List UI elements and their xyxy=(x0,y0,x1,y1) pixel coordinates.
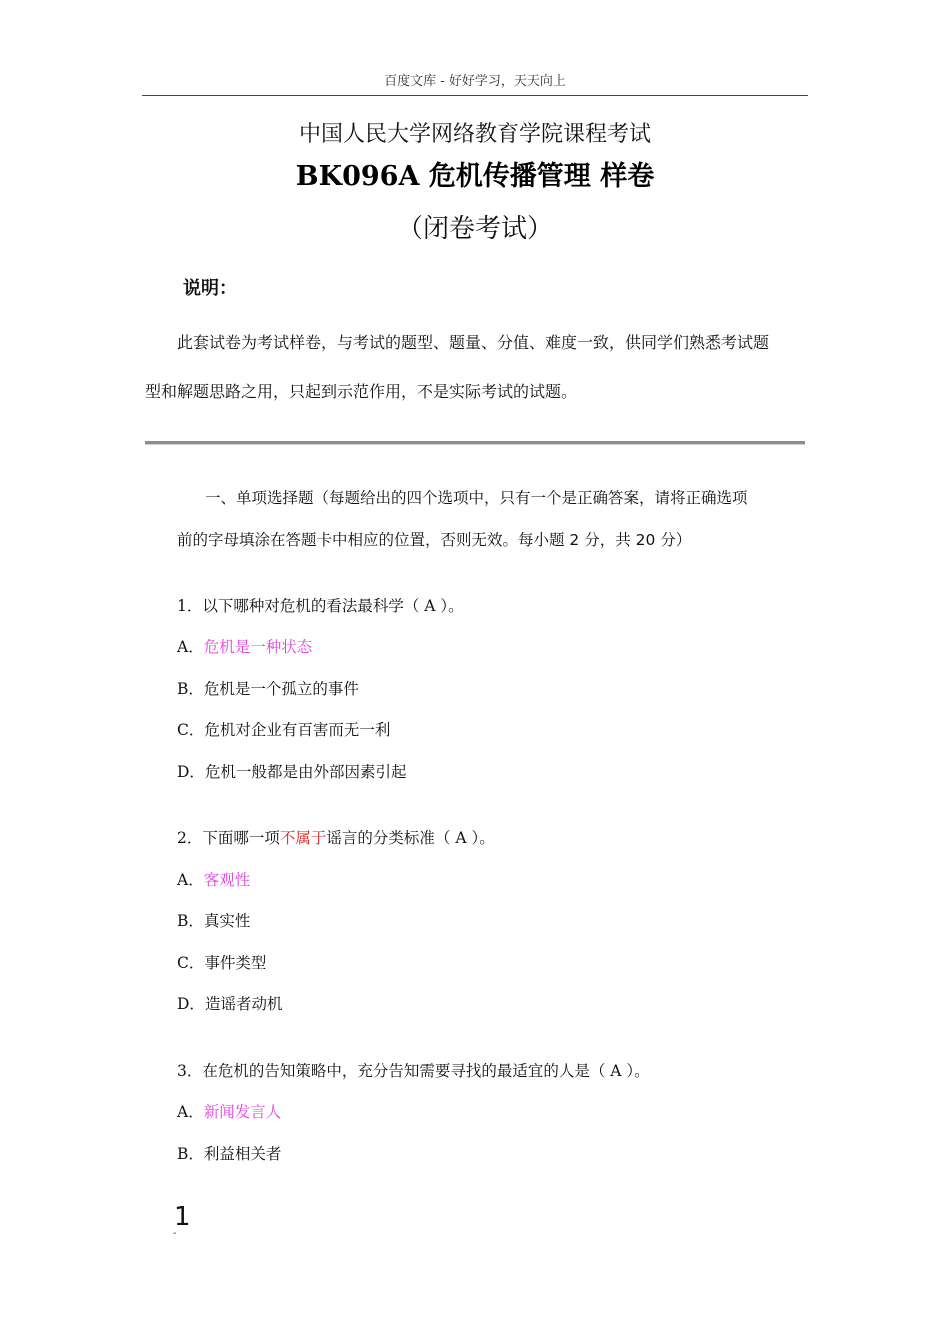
question-1-option-d xyxy=(177,760,406,782)
question-3-option-b xyxy=(177,1142,281,1164)
stem-text: 谣言的分类标准（ A ）。 xyxy=(326,829,495,847)
course-title: BK096A 危机传播管理 样卷 xyxy=(295,161,655,192)
option-prefix: B． xyxy=(177,680,204,698)
note-label: 说明： xyxy=(183,278,237,299)
exam-type-title: （闭卷考试） xyxy=(396,214,553,244)
question-3-option-a xyxy=(177,1100,281,1122)
option-prefix: A． xyxy=(177,871,204,889)
question-2-stem xyxy=(177,826,495,848)
option-prefix: D． xyxy=(177,995,205,1013)
question-1-stem: 1．以下哪种对危机的看法最科学（ A ）。 xyxy=(177,597,464,615)
option-prefix: A． xyxy=(177,638,204,656)
note-text-line-2: 型和解题思路之用，只起到示范作用，不是实际考试的试题。 xyxy=(145,382,578,401)
option-text-answer: 新闻发言人 xyxy=(203,1103,282,1121)
option-prefix: B． xyxy=(177,1145,204,1163)
note-text-line-1: 此套试卷为考试样卷，与考试的题型、题量、分值、难度一致，供同学们熟悉考试题 xyxy=(177,333,770,352)
question-1-option-a xyxy=(177,635,312,657)
option-prefix: D． xyxy=(177,763,205,781)
option-prefix: C． xyxy=(177,954,205,972)
option-text: 危机对企业有百害而无一利 xyxy=(204,721,391,739)
section-heading-line-1: 一、单项选择题（每题给出的四个选项中，只有一个是正确答案，请将正确选项 xyxy=(205,489,748,507)
option-text-answer: 客观性 xyxy=(203,871,251,889)
exam-institution-title: 中国人民大学网络教育学院课程考试 xyxy=(298,122,651,147)
option-text: 事件类型 xyxy=(204,954,267,972)
option-prefix: A． xyxy=(177,1103,204,1121)
option-prefix: B． xyxy=(177,912,204,930)
page-header-text: 百度文库 - 好好学习，天天向上 xyxy=(384,74,566,89)
page-number: 1 xyxy=(174,1202,191,1232)
option-text: 真实性 xyxy=(203,912,251,930)
option-text: 危机是一个孤立的事件 xyxy=(203,680,359,698)
question-2-option-b xyxy=(177,909,250,931)
question-3-stem: 3．在危机的告知策略中，充分告知需要寻找的最适宜的人是（ A ）。 xyxy=(177,1062,650,1080)
option-text: 危机一般都是由外部因素引起 xyxy=(204,763,407,781)
question-1-option-c xyxy=(177,718,390,740)
option-prefix: C． xyxy=(177,721,205,739)
page-mark: - xyxy=(173,1228,177,1239)
section-divider xyxy=(145,441,805,445)
question-1-option-b xyxy=(177,677,359,699)
option-text-answer: 危机是一种状态 xyxy=(203,638,313,656)
question-2-option-a xyxy=(177,868,250,890)
section-heading-line-2: 前的字母填涂在答题卡中相应的位置，否则无效。每小题 2 分，共 20 分） xyxy=(177,531,692,549)
option-text: 造谣者动机 xyxy=(204,995,283,1013)
question-2-option-d xyxy=(177,992,282,1014)
stem-emphasis: 不属于 xyxy=(279,829,327,847)
question-2-option-c xyxy=(177,951,266,973)
header-rule xyxy=(142,95,808,96)
stem-text: 2．下面哪一项 xyxy=(177,829,280,847)
option-text: 利益相关者 xyxy=(203,1145,282,1163)
